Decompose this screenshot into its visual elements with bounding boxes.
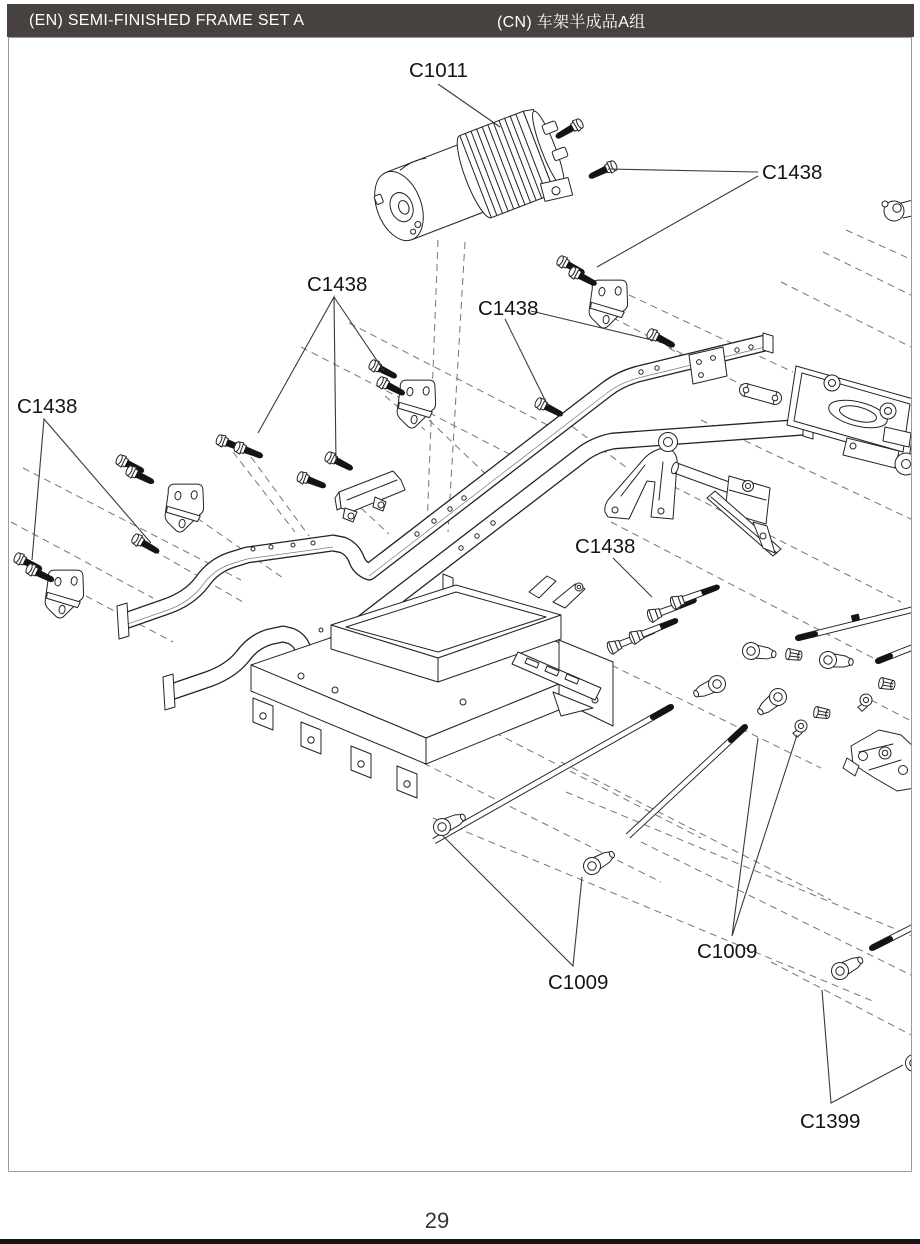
leader-line bbox=[505, 319, 548, 406]
leader-line bbox=[334, 297, 384, 371]
mount-bracket bbox=[43, 566, 87, 621]
header-title-en: (EN) SEMI-FINISHED FRAME SET A bbox=[29, 11, 305, 29]
exploded-view-diagram bbox=[9, 38, 912, 1172]
part-label-c1438-1: C1438 bbox=[762, 161, 823, 184]
header-bar bbox=[7, 4, 914, 37]
rod-end bbox=[753, 685, 790, 720]
link-rod bbox=[798, 608, 912, 638]
link-rod bbox=[628, 727, 745, 836]
leader-line bbox=[258, 297, 336, 462]
part-label-c1438-4: C1438 bbox=[17, 395, 78, 418]
screw bbox=[553, 117, 584, 142]
part-label-c1009-2: C1009 bbox=[697, 940, 758, 963]
link-coupler bbox=[813, 706, 831, 720]
link-coupler bbox=[785, 648, 803, 661]
part-label-c1009-1: C1009 bbox=[548, 971, 609, 994]
bottom-bar bbox=[0, 1239, 920, 1244]
part-label-c1438-3: C1438 bbox=[478, 297, 539, 320]
chassis-tray bbox=[251, 574, 613, 798]
part-label-c1011: C1011 bbox=[409, 59, 468, 82]
rod-end bbox=[882, 198, 912, 221]
rod-end bbox=[691, 673, 729, 703]
axle-truss bbox=[843, 730, 912, 791]
rod-end bbox=[819, 651, 854, 671]
long-screw bbox=[669, 580, 721, 610]
diagram-frame bbox=[8, 37, 912, 1172]
rod-end bbox=[903, 1044, 912, 1075]
leader-line bbox=[613, 558, 652, 597]
header-title-cn: (CN) 车架半成品A组 bbox=[497, 14, 646, 31]
leader-line bbox=[438, 84, 500, 127]
leader-line bbox=[442, 835, 582, 966]
leader-line bbox=[608, 169, 758, 172]
upper-link-mount bbox=[670, 461, 781, 556]
screw bbox=[587, 159, 619, 182]
screw bbox=[130, 532, 161, 557]
ball-stud bbox=[792, 719, 808, 739]
leader-line bbox=[597, 176, 758, 267]
part-label-c1438-2: C1438 bbox=[307, 273, 368, 296]
motor bbox=[363, 102, 582, 263]
screw bbox=[323, 450, 355, 474]
link-rod bbox=[872, 923, 912, 948]
screw bbox=[296, 470, 328, 492]
ball-stud bbox=[857, 693, 873, 713]
skid-plate bbox=[740, 366, 913, 475]
part-label-c1438-5: C1438 bbox=[575, 535, 636, 558]
link-rod bbox=[878, 644, 912, 661]
rod-end bbox=[741, 641, 777, 663]
rod-end bbox=[829, 952, 867, 983]
slider-mount bbox=[335, 471, 405, 522]
leader-line bbox=[732, 735, 797, 936]
screw bbox=[233, 440, 265, 462]
mount-bracket bbox=[163, 480, 207, 535]
link-coupler bbox=[878, 677, 896, 691]
part-label-c1399: C1399 bbox=[800, 1110, 861, 1133]
page-number: 29 bbox=[424, 1208, 450, 1233]
leader-line bbox=[822, 990, 903, 1103]
